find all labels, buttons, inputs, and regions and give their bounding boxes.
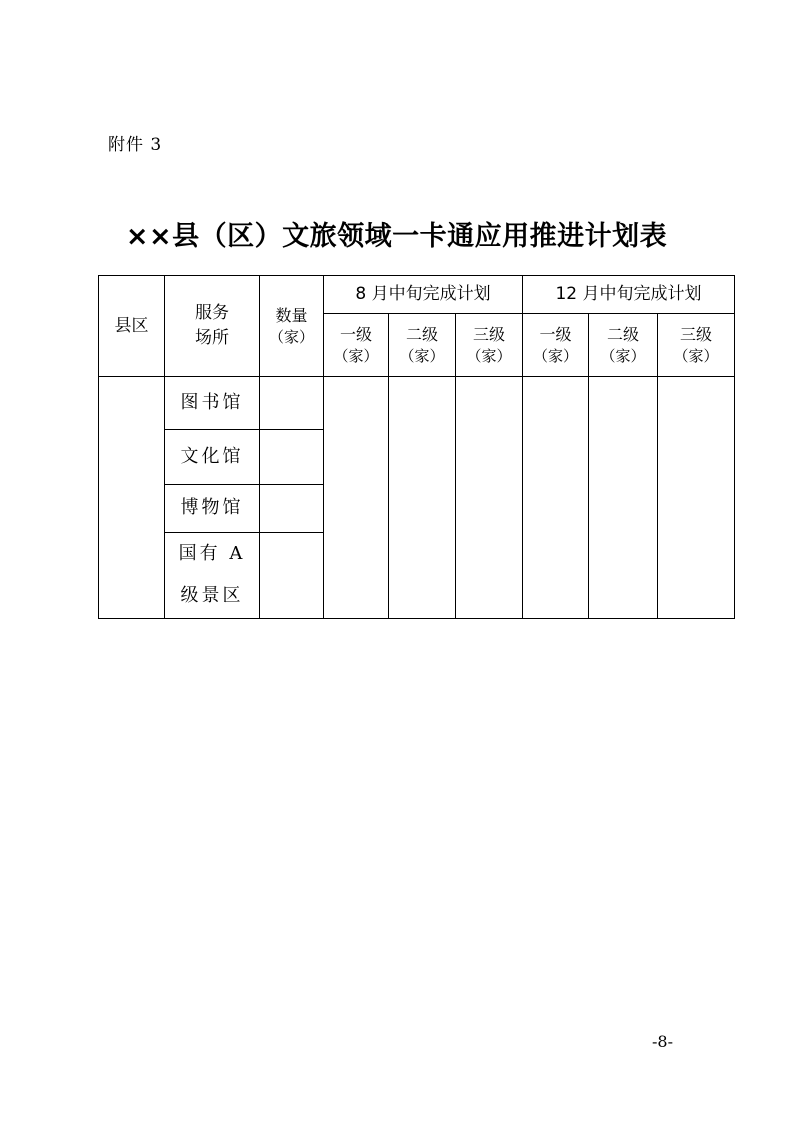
- place-cell: 博物馆: [165, 485, 260, 533]
- dec-level-3-cell: [658, 377, 735, 619]
- attachment-label: 附件 3: [108, 135, 163, 155]
- quantity-cell: [260, 377, 324, 430]
- level-label: 一级: [339, 324, 372, 344]
- level-label: 三级: [473, 324, 506, 344]
- header-plan-august: 8 月中旬完成计划: [324, 276, 523, 314]
- header-service-place-line1: 服务: [195, 303, 229, 324]
- page-number: -8-: [652, 1032, 673, 1051]
- level-unit: （家）: [600, 346, 646, 365]
- level-unit: （家）: [533, 346, 579, 365]
- header-service-place-line2: 场所: [195, 328, 229, 348]
- quantity-cell: [260, 533, 324, 619]
- dec-level-1-cell: [523, 377, 589, 619]
- quantity-cell: [260, 430, 324, 485]
- header-aug-level-1: [324, 314, 389, 377]
- level-unit: （家）: [333, 346, 379, 365]
- level-unit: （家）: [466, 346, 512, 365]
- place-cell: 图书馆: [165, 377, 260, 430]
- place-cell: 文化馆: [165, 430, 260, 485]
- plan-table: [98, 275, 735, 619]
- dec-level-2-cell: [589, 377, 658, 619]
- level-label: 三级: [680, 324, 713, 344]
- header-quantity-unit: （家）: [268, 327, 314, 346]
- level-label: 二级: [405, 324, 438, 344]
- place-line1: 国有 A: [178, 543, 246, 564]
- header-aug-level-2: [389, 314, 456, 377]
- level-label: 一级: [539, 324, 572, 344]
- level-label: 二级: [607, 324, 640, 344]
- header-dec-level-3: [658, 314, 735, 377]
- header-quantity-label: 数量: [275, 305, 308, 325]
- aug-level-2-cell: [389, 377, 456, 619]
- level-unit: （家）: [399, 346, 445, 365]
- header-quantity: [260, 276, 324, 377]
- header-county: 县区: [99, 276, 165, 377]
- header-dec-level-1: [523, 314, 589, 377]
- aug-level-3-cell: [456, 377, 523, 619]
- header-dec-level-2: [589, 314, 658, 377]
- level-unit: （家）: [673, 346, 719, 365]
- header-aug-level-3: [456, 314, 523, 377]
- county-cell: [99, 377, 165, 619]
- header-plan-december: 12 月中旬完成计划: [523, 276, 735, 314]
- header-service-place: [165, 276, 260, 377]
- place-cell: [165, 533, 260, 619]
- document-title: ××县（区）文旅领域一卡通应用推进计划表: [125, 221, 668, 252]
- quantity-cell: [260, 485, 324, 533]
- aug-level-1-cell: [324, 377, 389, 619]
- place-line2: 级景区: [180, 585, 244, 607]
